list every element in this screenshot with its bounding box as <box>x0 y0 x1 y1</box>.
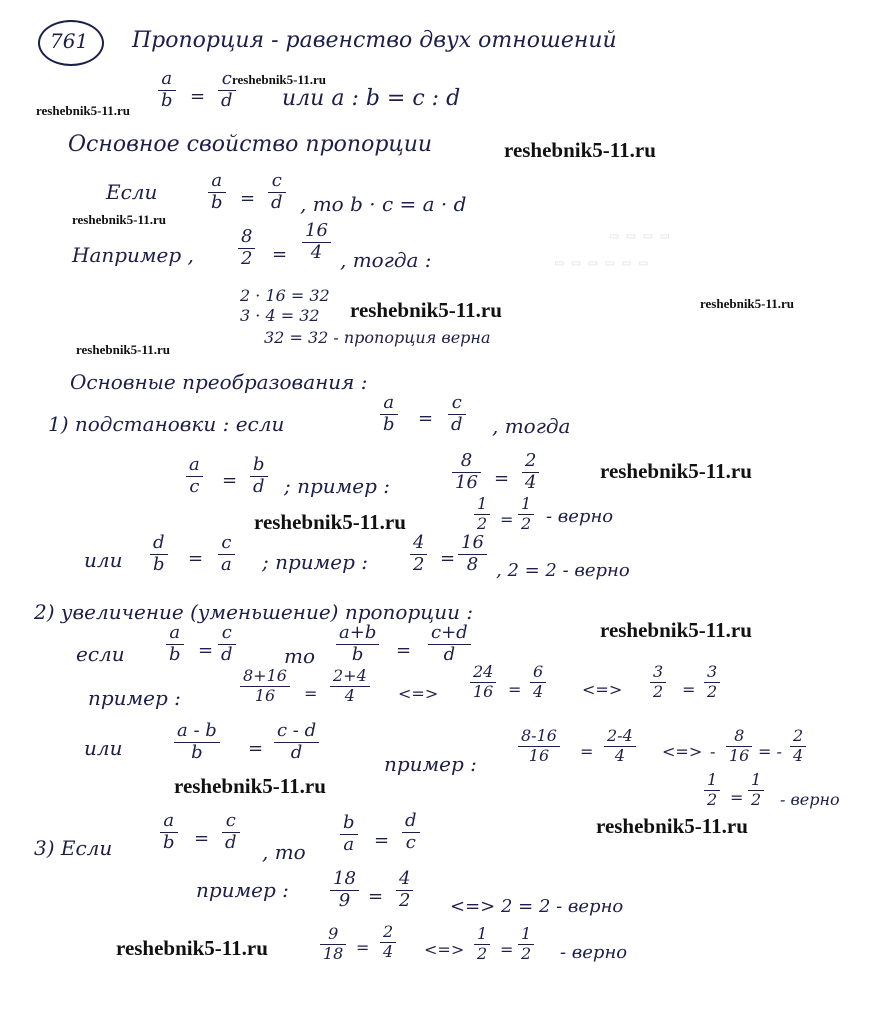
equals-sign: = <box>368 886 384 907</box>
then-word: , тогда <box>492 414 571 438</box>
problem-number: 761 <box>50 29 89 53</box>
example-word: пример : <box>384 752 477 776</box>
fraction-a-minus-b: a - b b <box>174 722 220 763</box>
equals-sign: = <box>194 828 210 849</box>
fraction-a-b: a b <box>380 394 398 435</box>
example-word: пример : <box>88 686 181 710</box>
watermark: reshebnik5-11.ru <box>600 618 752 642</box>
fraction-2-4: 2 4 <box>522 452 539 493</box>
watermark: reshebnik5-11.ru <box>174 774 326 798</box>
result-text: - верно <box>546 506 614 527</box>
fraction-16-8: 16 8 <box>458 534 487 575</box>
example-word: Например , <box>72 243 194 267</box>
watermark: reshebnik5-11.ru <box>700 296 795 311</box>
if-word: Если <box>106 180 158 204</box>
equivalence-sign: <=> <box>398 684 439 703</box>
fraction-c-plus-d: c+d d <box>428 624 471 665</box>
equals-sign: = <box>198 640 214 661</box>
fraction-c-d: c d <box>448 394 466 435</box>
fraction-c-a: c a <box>218 534 235 575</box>
fraction-d-b: d b <box>150 534 168 575</box>
fraction-1-2: 1 2 <box>518 926 534 963</box>
background-mark: ▭ ▭ ▭ ▭ ▭ ▭ <box>555 255 648 271</box>
equals-sign: = <box>440 548 456 569</box>
watermark: reshebnik5-11.ru <box>116 936 268 960</box>
fraction-2-plus-4: 2+4 4 <box>330 668 370 705</box>
equals-sign: = <box>248 738 264 759</box>
equals-sign: = <box>222 470 238 491</box>
fraction-1-2: 1 2 <box>474 926 490 963</box>
example-word: ; пример : <box>262 550 368 574</box>
then-word: , то <box>262 840 306 864</box>
watermark: reshebnik5-11.ru <box>350 298 502 322</box>
equals-sign: = <box>682 680 696 699</box>
fraction-c-d: c d <box>218 70 236 111</box>
equals-sign: = <box>494 468 510 489</box>
check-line: 2 · 16 = 32 <box>240 286 330 305</box>
minus-sign: - <box>710 742 716 761</box>
fraction-a-plus-b: a+b b <box>336 624 379 665</box>
equals-sign: = <box>272 244 288 265</box>
definition-or: или a : b = c : d <box>282 86 461 111</box>
watermark: reshebnik5-11.ru <box>254 510 406 534</box>
equals-sign: = <box>356 938 370 957</box>
property-statement: , то b · c = a · d <box>300 192 467 216</box>
fraction-a-c: a c <box>186 456 203 497</box>
fraction-1-2: 1 2 <box>474 496 490 533</box>
watermark: reshebnik5-11.ru <box>76 342 171 357</box>
if-word: если <box>76 642 125 666</box>
example-word: ; пример : <box>284 474 390 498</box>
equals-sign: = <box>508 680 522 699</box>
fraction-8-minus-16: 8-16 16 <box>518 728 560 765</box>
equals-sign: = <box>580 742 594 761</box>
fraction-1-2: 1 2 <box>748 772 764 809</box>
fraction-8-plus-16: 8+16 16 <box>240 668 290 705</box>
fraction-2-minus-4: 2-4 4 <box>604 728 636 765</box>
or-word: или <box>84 736 123 760</box>
fraction-a-b: a b <box>166 624 184 665</box>
fraction-1-2: 1 2 <box>704 772 720 809</box>
fraction-2-4: 2 4 <box>790 728 806 765</box>
fraction-24-16: 24 16 <box>470 664 496 701</box>
page-title: Пропорция - равенство двух отношений <box>132 28 617 53</box>
fraction-c-minus-d: c - d d <box>274 722 319 763</box>
fraction-c-d: c d <box>268 172 286 213</box>
equals-sign: = <box>500 510 514 529</box>
fraction-d-c: d c <box>402 812 420 853</box>
fraction-a-b: a b <box>158 70 176 111</box>
result-text: - верно <box>560 942 628 963</box>
fraction-c-d: c d <box>218 624 236 665</box>
equals-sign: = <box>418 408 434 429</box>
fraction-9-18: 9 18 <box>320 926 346 963</box>
then-word: , тогда : <box>340 248 432 272</box>
fraction-8-2: 8 2 <box>238 228 255 269</box>
transform-2-label: 2) увеличение (уменьшение) пропорции : <box>34 600 474 624</box>
equals-sign: = <box>730 788 744 807</box>
fraction-8-16: 8 16 <box>726 728 752 765</box>
equals-sign: = <box>374 830 390 851</box>
fraction-b-d: b d <box>250 456 268 497</box>
watermark: reshebnik5-11.ru <box>596 814 748 838</box>
watermark: reshebnik5-11.ru <box>600 459 752 483</box>
equals-sign: = <box>240 188 256 209</box>
transform-1-label: 1) подстановки : если <box>48 412 285 436</box>
equals-sign: = <box>190 86 206 107</box>
equals-sign: = <box>396 640 412 661</box>
fraction-3-2: 3 2 <box>704 664 720 701</box>
watermark: reshebnik5-11.ru <box>36 103 131 118</box>
transform-3-label: 3) Если <box>34 836 113 860</box>
equals-sign: = <box>304 684 318 703</box>
fraction-8-16: 8 16 <box>452 452 481 493</box>
fraction-3-2: 3 2 <box>650 664 666 701</box>
watermark: reshebnik5-11.ru <box>504 138 656 162</box>
example-word: пример : <box>196 878 289 902</box>
section-title: Основные преобразования : <box>70 370 368 394</box>
fraction-16-4: 16 4 <box>302 222 331 263</box>
fraction-1-2: 1 2 <box>518 496 534 533</box>
equivalence-sign: <=> <box>582 680 623 699</box>
fraction-4-2: 4 2 <box>410 534 427 575</box>
equals-sign: = <box>500 940 514 959</box>
or-word: или <box>84 548 123 572</box>
result-text: , 2 = 2 - верно <box>496 560 630 581</box>
fraction-6-4: 6 4 <box>530 664 546 701</box>
fraction-b-a: b a <box>340 814 358 855</box>
fraction-4-2: 4 2 <box>396 870 413 911</box>
equivalence-sign: <=> <box>662 742 703 761</box>
property-title: Основное свойство пропорции <box>68 132 433 157</box>
watermark: reshebnik5-11.ru <box>72 212 167 227</box>
check-line: 32 = 32 - пропорция верна <box>264 328 491 347</box>
fraction-a-b: a b <box>160 812 178 853</box>
equals-minus-sign: = - <box>758 742 782 761</box>
equals-sign: = <box>188 548 204 569</box>
background-mark: ▭ ▭ ▭ ▭ <box>610 228 670 244</box>
fraction-2-4: 2 4 <box>380 924 396 961</box>
watermark: reshebnik5-11.ru <box>232 72 327 87</box>
check-line: 3 · 4 = 32 <box>240 306 320 325</box>
equivalence-sign: <=> <box>424 940 465 959</box>
result-text: - верно <box>780 790 840 809</box>
then-word: то <box>284 644 316 668</box>
fraction-a-b: a b <box>208 172 226 213</box>
fraction-18-9: 18 9 <box>330 870 359 911</box>
fraction-c-d: c d <box>222 812 240 853</box>
result-text: <=> 2 = 2 - верно <box>450 896 624 917</box>
